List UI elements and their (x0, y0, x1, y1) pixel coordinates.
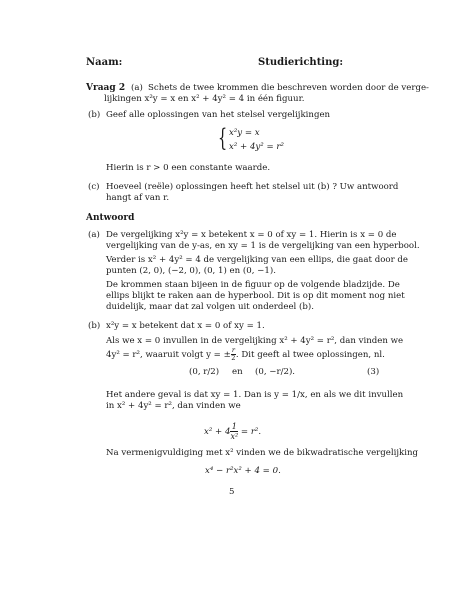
answer-b-p3-line1: Het andere geval is dat xy = 1. Dan is y = 1/x, en als we dit invullen (106, 390, 404, 400)
fraction-r-over-2: $\frac{r}{2}$ (231, 346, 236, 362)
answer-b-p2-line2 (106, 347, 385, 362)
system-eq2: x² + 4y² = r² (229, 142, 284, 152)
answer-b-p4: Na vermenigvuldiging met x² vinden we de bikwadratische vergelijking (106, 448, 419, 458)
equation-biquadratic: x⁴ − r²x² + 4 = 0. (205, 466, 281, 476)
answer-title: Antwoord (86, 213, 135, 223)
question-a-line1: Schets de twee krommen die beschreven worden door de verge- (148, 83, 429, 93)
question-b-note: Hierin is r > 0 een constante waarde. (106, 163, 271, 173)
answer-a-p3-line3: duidelijk, maar dat zal volgen uit onderdeel (b). (106, 302, 314, 312)
answer-a-p2-line1: Verder is x² + 4y² = 4 de vergelijking van een ellips, die gaat door de (106, 255, 409, 265)
answer-b-p2-line1: Als we x = 0 invullen in de vergelijking x² + 4y² = r², dan vinden we (106, 336, 404, 346)
answer-a-p1-line2: vergelijking van de y-as, en xy = 1 is de vergelijking van een hyperbool. (106, 241, 420, 251)
question-c-line1: Hoeveel (reële) oplossingen heeft het stelsel uit (b) ? Uw antwoord (106, 182, 399, 192)
answer-b-p2-line2-start: 4y² = r², waaruit volgt y = ± (106, 350, 231, 360)
answer-b-p3-line2: in x² + 4y² = r², dan vinden we (106, 401, 241, 411)
answer-b-label: (b) (88, 321, 101, 331)
solution-left: (0, r/2) (189, 367, 220, 377)
answer-a-p2-line2: punten (2, 0), (−2, 0), (0, 1) en (0, −1). (106, 266, 276, 276)
system-eq1: x²y = x (229, 128, 260, 138)
answer-a-p3-line2: ellips blijkt te raken aan de hyperbool. Dit is op dit moment nog niet (106, 291, 405, 301)
name-label: Naam: (86, 57, 123, 68)
question-b-text: Geef alle oplossingen van het stelsel vergelijkingen (106, 110, 331, 120)
answer-a-p1-line1: De vergelijking x²y = x betekent x = 0 of xy = 1. Hierin is x = 0 de (106, 230, 397, 240)
question-title: Vraag 2 (86, 83, 126, 93)
study-label: Studierichting: (258, 57, 344, 68)
answer-b-p1: x²y = x betekent dat x = 0 of xy = 1. (106, 321, 265, 331)
question-b-label: (b) (88, 110, 101, 120)
equation-substituted: x² + 4 $\frac{1}{\text{x²}}$ = r². (204, 422, 262, 441)
answer-a-p3-line1: De krommen staan bijeen in de figuur op de volgende bladzijde. De (106, 280, 400, 290)
equation-number: (3) (367, 367, 380, 377)
system-brace: { (218, 124, 228, 152)
solution-separator: en (232, 367, 243, 377)
page-number: 5 (229, 487, 235, 497)
solution-right: (0, −r/2). (255, 367, 296, 377)
question-a-line2: lijkingen x²y = x en x² + 4y² = 4 in één figuur. (104, 94, 305, 104)
question-c-label: (c) (88, 182, 100, 192)
answer-a-label: (a) (88, 230, 100, 240)
question-c-line2: hangt af van r. (106, 193, 170, 203)
question-a-label: (a) (131, 83, 143, 93)
answer-b-p2-line2-end: . Dit geeft al twee oplossingen, nl. (235, 350, 385, 360)
fraction-1-over-x2: $\frac{1}{\text{x²}}$ (230, 422, 239, 441)
